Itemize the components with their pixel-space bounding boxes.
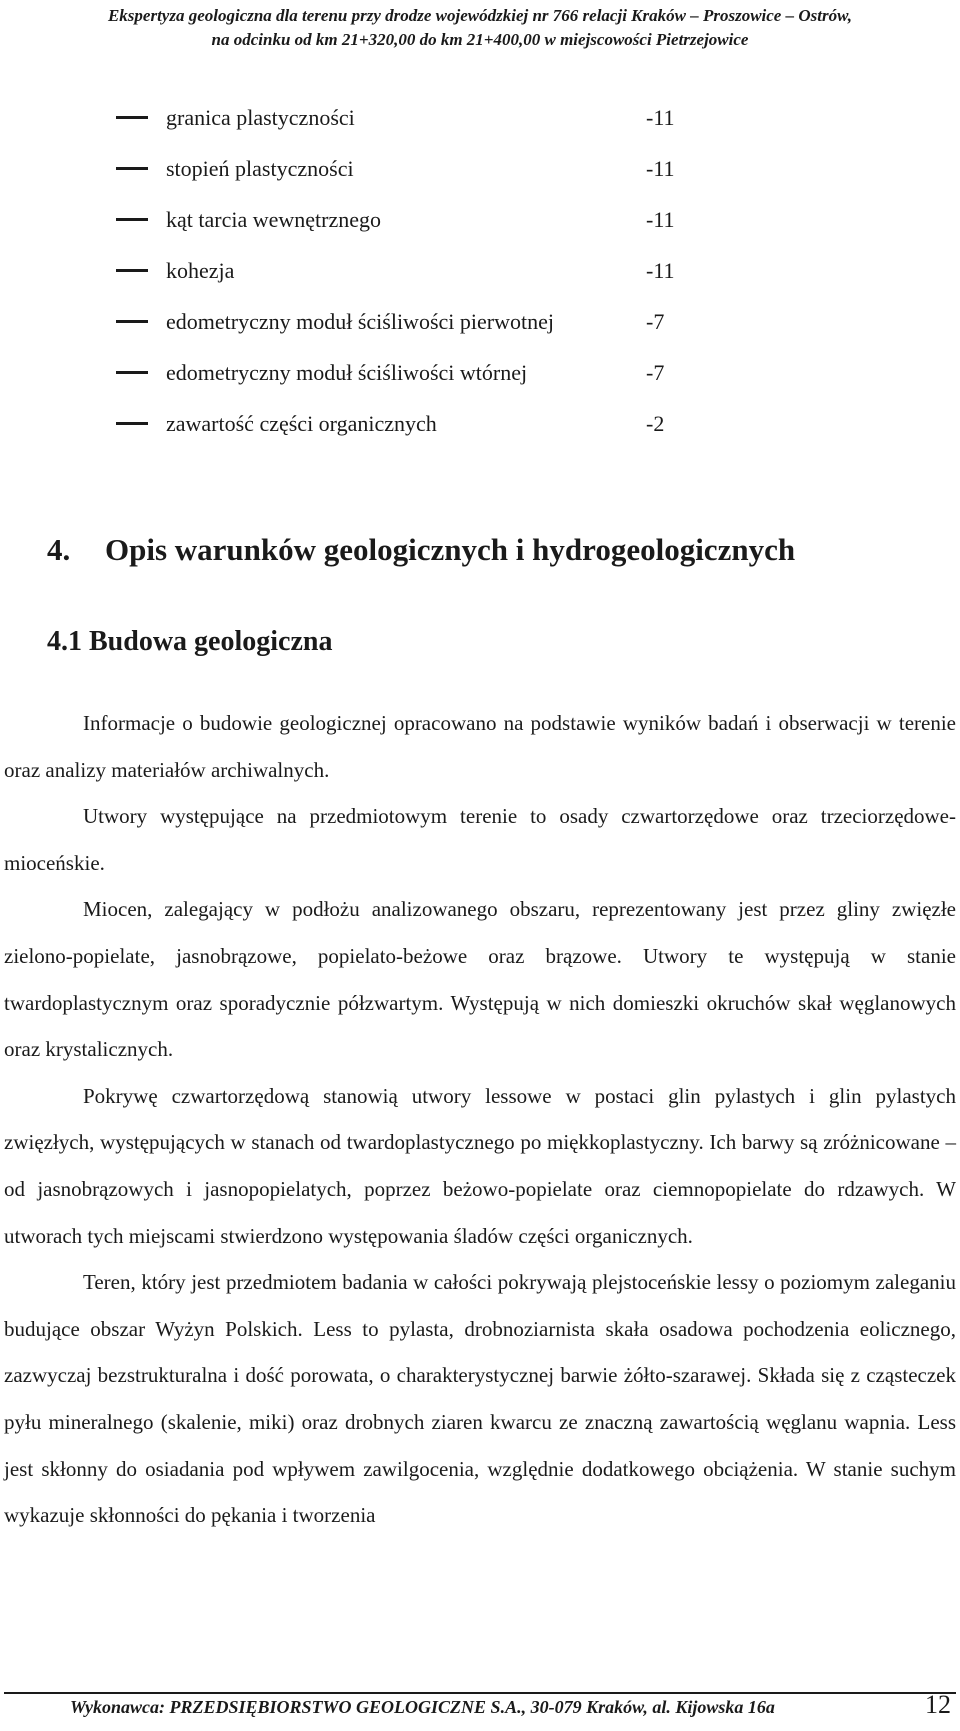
footer-divider xyxy=(4,1692,956,1694)
footer-contractor: Wykonawca: PRZEDSIĘBIORSTWO GEOLOGICZNE S.A., 30-079 Kraków, al. Kijowska 16a xyxy=(70,1697,775,1717)
list-item-label: zawartość części organicznych xyxy=(166,410,437,436)
list-item xyxy=(116,92,816,143)
list-item-value: -7 xyxy=(646,308,665,334)
list-item-value: -2 xyxy=(646,410,665,436)
paragraph: Utwory występujące na przedmiotowym terenie to osady czwartorzędowe oraz trzeciorzędowe-mioceńskie. xyxy=(4,804,956,875)
list-item xyxy=(116,296,816,347)
subsection-heading: 4.1 Budowa geologiczna xyxy=(47,626,333,657)
list-item-label: stopień plastyczności xyxy=(166,155,354,181)
body-text xyxy=(4,700,956,1539)
dash-bullet-icon xyxy=(116,422,148,425)
header-line-1: Ekspertyza geologiczna dla terenu przy drodze wojewódzkiej nr 766 relacji Kraków – Proszowice – Ostrów, xyxy=(107,6,853,25)
dash-bullet-icon xyxy=(116,320,148,323)
paragraph: Teren, który jest przedmiotem badania w całości pokrywają plejstoceńskie lessy o poziomym zaleganiu budujące obszar Wyżyn Polskich. Less to pylasta, drobnoziarnista skała osadowa pochodzenia eolicznego, zazwyczaj bezstrukturalna i dość porowata, o charakterystycznej barwie żółto-szarawej. Składa się z cząsteczek pyłu mineralnego (skalenie, miki) oraz drobnych ziaren kwarcu ze znaczną zawartością węglanu wapnia. Less jest skłonny do osiadania pod wpływem zawilgocenia, względnie dodatkowego obciążenia. W stanie suchym wykazuje skłonności do pękania i tworzenia xyxy=(4,1270,956,1528)
list-item xyxy=(116,245,816,296)
list-item xyxy=(116,347,816,398)
parameter-list xyxy=(116,92,816,449)
list-item-value: -11 xyxy=(646,257,675,283)
section-heading xyxy=(47,532,795,568)
paragraph: Miocen, zalegający w podłożu analizowanego obszaru, reprezentowany jest przez gliny zwięzłe zielono-popielate, jasnobrązowe, popielato-beżowe oraz brązowe. Utwory te występują w stanie twardoplastycznym oraz sporadycznie półzwartym. Występują w nich domieszki okruchów skał węglanowych oraz krystalicznych. xyxy=(4,897,956,1062)
list-item-label: edometryczny moduł ściśliwości pierwotnej xyxy=(166,308,554,334)
list-item-label: kohezja xyxy=(166,257,235,283)
paragraph: Informacje o budowie geologicznej opracowano na podstawie wyników badań i obserwacji w terenie oraz analizy materiałów archiwalnych. xyxy=(4,711,956,782)
dash-bullet-icon xyxy=(116,218,148,221)
list-item-label: kąt tarcia wewnętrznego xyxy=(166,206,381,232)
list-item-label: edometryczny moduł ściśliwości wtórnej xyxy=(166,359,528,385)
header-line-2: na odcinku od km 21+320,00 do km 21+400,00 w miejscowości Pietrzejowice xyxy=(211,30,749,49)
list-item-value: -11 xyxy=(646,104,675,130)
list-item-value: -11 xyxy=(646,206,675,232)
section-number: 4. xyxy=(47,532,71,567)
section-title: Opis warunków geologicznych i hydrogeologicznych xyxy=(105,532,796,567)
list-item xyxy=(116,398,816,449)
paragraph: Pokrywę czwartorzędową stanowią utwory lessowe w postaci glin pylastych i glin pylastych zwięzłych, występujących w stanach od twardoplastycznego po miękkoplastyczny. Ich barwy są zróżnicowane – od jasnobrązowych i jasnopopielatych, poprzez beżowo-popielate oraz ciemnopopielate do rdzawych. W utworach tych miejscami stwierdzono występowania śladów części organicznych. xyxy=(4,1083,956,1248)
list-item-label: granica plastyczności xyxy=(166,104,355,130)
page-number: 12 xyxy=(925,1690,951,1719)
dash-bullet-icon xyxy=(116,371,148,374)
list-item-value: -7 xyxy=(646,359,665,385)
dash-bullet-icon xyxy=(116,269,148,272)
list-item xyxy=(116,143,816,194)
page-header xyxy=(0,4,960,52)
list-item xyxy=(116,194,816,245)
dash-bullet-icon xyxy=(116,116,148,119)
list-item-value: -11 xyxy=(646,155,675,181)
dash-bullet-icon xyxy=(116,167,148,170)
